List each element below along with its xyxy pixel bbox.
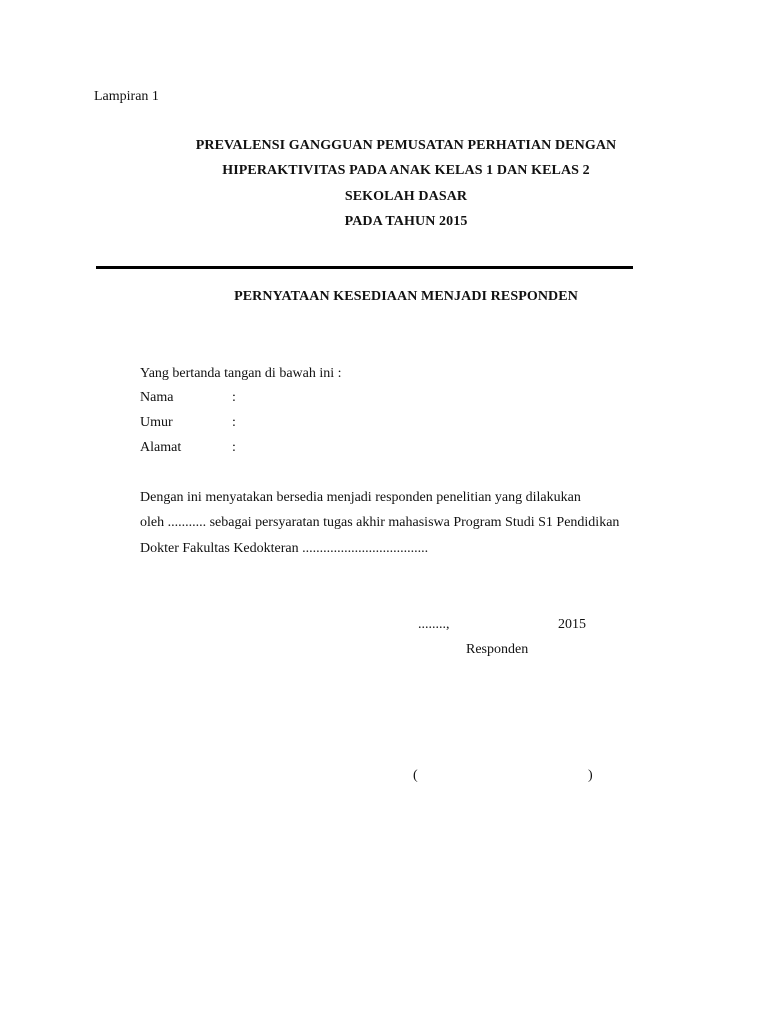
signature-open-paren: ( [413,768,418,783]
statement-line-2: oleh ........... sebagai persyaratan tugas akhir mahasiswa Program Studi S1 Pendidikan [140,515,620,530]
field-colon-umur: : [232,415,236,430]
signature-close-paren: ) [588,768,593,783]
title-line-3: SEKOLAH DASAR [344,189,468,204]
signature-year: 2015 [558,617,586,632]
form-intro: Yang bertanda tangan di bawah ini : [140,366,342,381]
statement-line-1: Dengan ini menyatakan bersedia menjadi responden penelitian yang dilakukan [140,490,581,505]
title-divider [96,266,633,269]
form-heading: PERNYATAAN KESEDIAAN MENJADI RESPONDEN [234,289,578,304]
signature-role: Responden [466,642,529,657]
field-label-nama: Nama [140,390,174,405]
title-line-1: PREVALENSI GANGGUAN PEMUSATAN PERHATIAN DENGAN [195,138,617,153]
signature-place: ........, [418,617,450,632]
title-line-4: PADA TAHUN 2015 [344,214,468,229]
field-label-alamat: Alamat [140,440,182,455]
field-label-umur: Umur [140,415,173,430]
title-line-2: HIPERAKTIVITAS PADA ANAK KELAS 1 DAN KELAS 2 [222,163,590,178]
field-colon-nama: : [232,390,236,405]
attachment-label: Lampiran 1 [94,89,159,104]
field-colon-alamat: : [232,440,236,455]
statement-line-3: Dokter Fakultas Kedokteran .................................... [140,541,429,556]
